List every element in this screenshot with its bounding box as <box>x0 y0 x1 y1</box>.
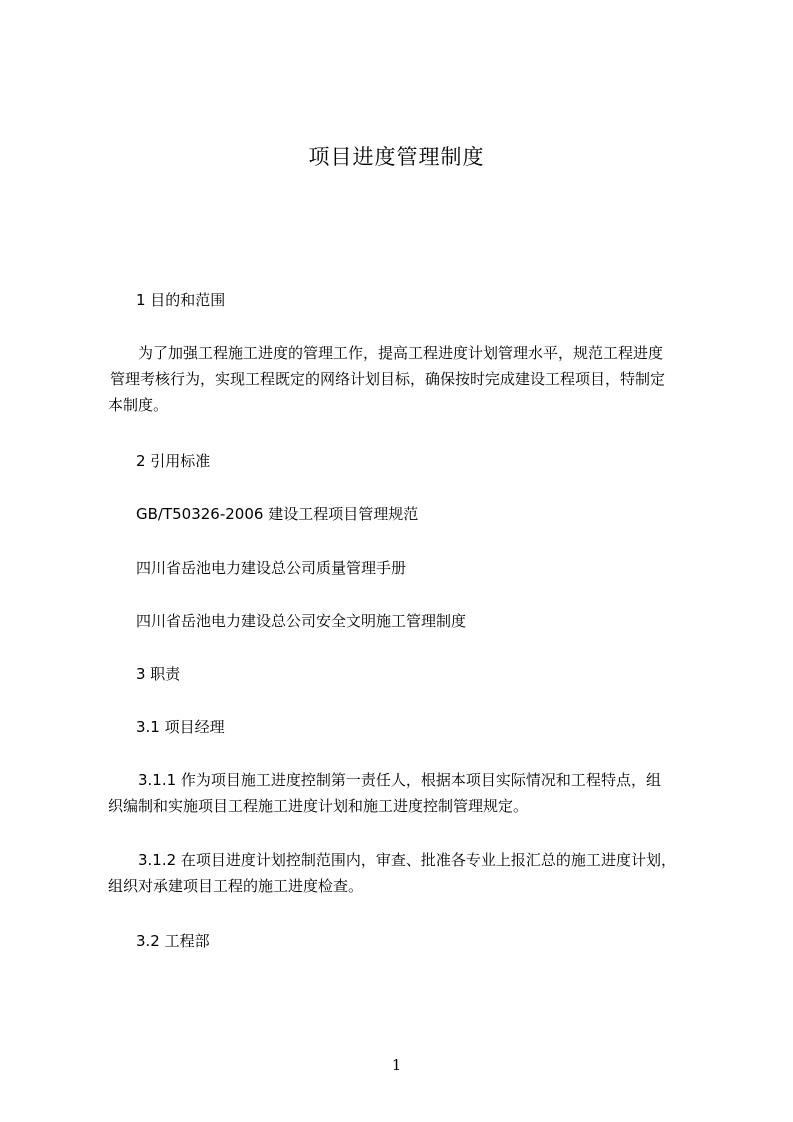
standard-item-safety-rules: 四川省岳池电力建设总公司安全文明施工管理制度 <box>136 612 467 630</box>
document-title: 项目进度管理制度 <box>308 145 485 169</box>
section-3-1-heading: 3.1 项目经理 <box>136 718 225 736</box>
section-1-paragraph <box>108 340 703 418</box>
paragraph-line: 管理考核行为，实现工程既定的网络计划目标，确保按时完成建设工程项目，特制定 <box>110 370 666 388</box>
section-2-heading: 2 引用标准 <box>136 452 211 470</box>
paragraph-line: 织编制和实施项目工程施工进度计划和施工进度控制管理规定。 <box>108 797 529 815</box>
section-3-2-heading: 3.2 工程部 <box>136 932 210 950</box>
paragraph-line: 为了加强工程施工进度的管理工作，提高工程进度计划管理水平，规范工程进度 <box>138 344 664 362</box>
paragraph-line: 组织对承建项目工程的施工进度检查。 <box>108 877 364 895</box>
section-3-heading: 3 职责 <box>136 665 181 683</box>
standard-item-quality-manual: 四川省岳池电力建设总公司质量管理手册 <box>136 559 407 577</box>
paragraph-line: 3.1.1 作为项目施工进度控制第一责任人，根据本项目实际情况和工程特点，组 <box>138 771 661 789</box>
clause-3-1-1 <box>108 767 703 819</box>
standard-item-gb: GB/T50326-2006 建设工程项目管理规范 <box>136 505 419 523</box>
section-1-heading: 1 目的和范围 <box>136 291 226 309</box>
clause-3-1-2 <box>108 847 703 899</box>
page-number: 1 <box>391 1056 402 1074</box>
paragraph-line: 本制度。 <box>108 396 169 414</box>
paragraph-line: 3.1.2 在项目进度计划控制范围内，审查、批准各专业上报汇总的施工进度计划， <box>138 851 676 869</box>
